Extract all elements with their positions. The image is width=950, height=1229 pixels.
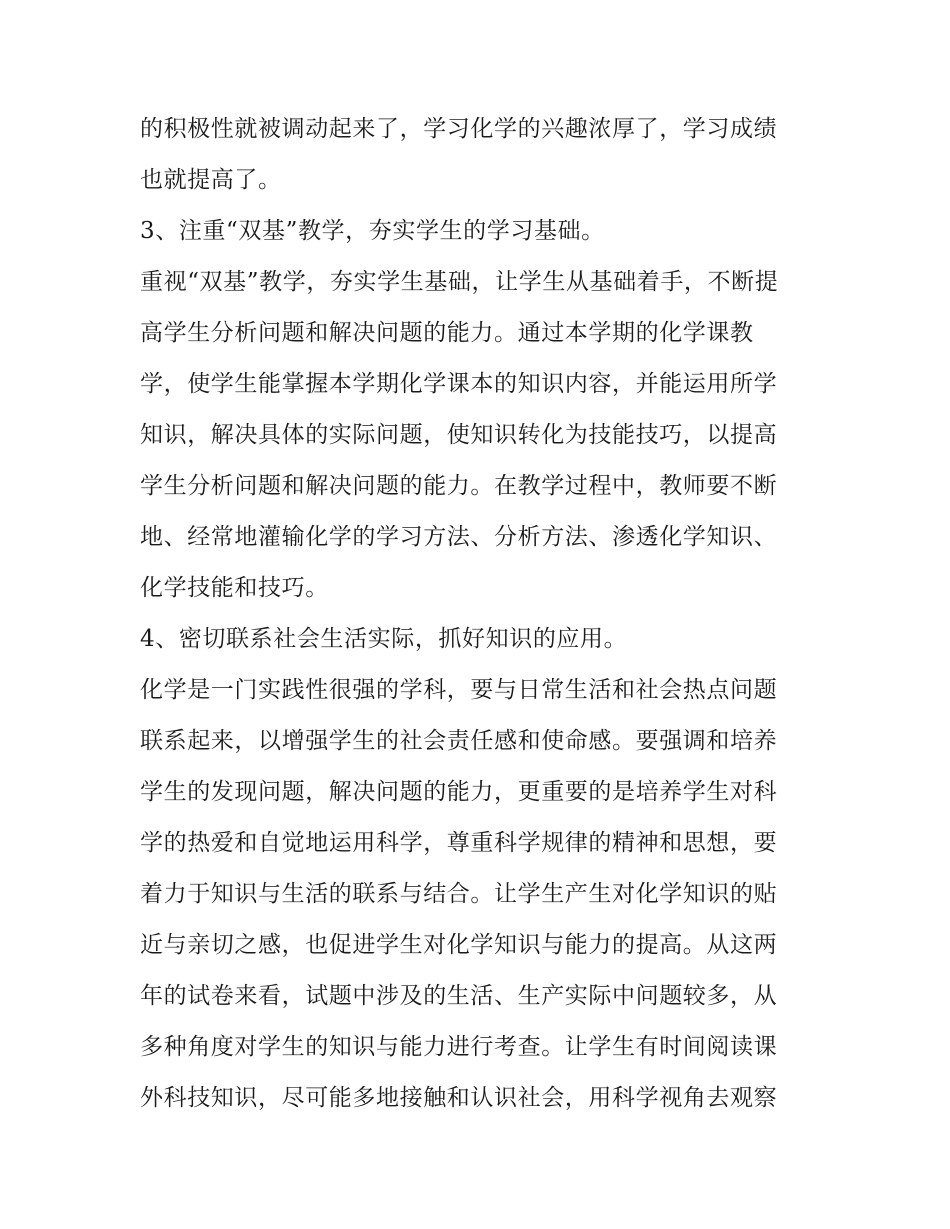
- text-line: 学，使学生能掌握本学期化学课本的知识内容，并能运用所学: [140, 371, 778, 397]
- text-line: 学生的发现问题，解决问题的能力，更重要的是培养学生对科: [140, 779, 778, 805]
- text-line: 化学技能和技巧。: [140, 575, 329, 601]
- section-heading: 3、注重“双基”教学，夯实学生的学习基础。: [140, 218, 605, 244]
- text-line: 外科技知识，尽可能多地接触和认识社会，用科学视角去观察: [140, 1085, 778, 1111]
- text-line: 年的试卷来看，试题中涉及的生活、生产实际中问题较多，从: [140, 983, 778, 1009]
- text-line: 学的热爱和自觉地运用科学，尊重科学规律的精神和思想，要: [140, 830, 778, 856]
- text-line: 学生分析问题和解决问题的能力。在教学过程中，教师要不断: [140, 473, 778, 499]
- text-line: 联系起来，以增强学生的社会责任感和使命感。要强调和培养: [140, 728, 778, 754]
- text-line: 高学生分析问题和解决问题的能力。通过本学期的化学课教: [140, 320, 754, 346]
- text-line: 近与亲切之感，也促进学生对化学知识与能力的提高。从这两: [140, 932, 778, 958]
- text-line: 地、经常地灌输化学的学习方法、分析方法、渗透化学知识、: [140, 524, 778, 550]
- text-line: 着力于知识与生活的联系与结合。让学生产生对化学知识的贴: [140, 881, 778, 907]
- text-line: 知识，解决具体的实际问题，使知识转化为技能技巧，以提高: [140, 422, 778, 448]
- text-line: 化学是一门实践性很强的学科，要与日常生活和社会热点问题: [140, 677, 778, 703]
- section-heading: 4、密切联系社会生活实际，抓好知识的应用。: [140, 626, 628, 652]
- text-line: 多种角度对学生的知识与能力进行考查。让学生有时间阅读课: [140, 1034, 778, 1060]
- text-line: 也就提高了。: [140, 167, 282, 193]
- text-line: 重视“双基”教学，夯实学生基础，让学生从基础着手，不断提: [140, 269, 779, 295]
- text-line: 的积极性就被调动起来了，学习化学的兴趣浓厚了，学习成绩: [140, 116, 778, 142]
